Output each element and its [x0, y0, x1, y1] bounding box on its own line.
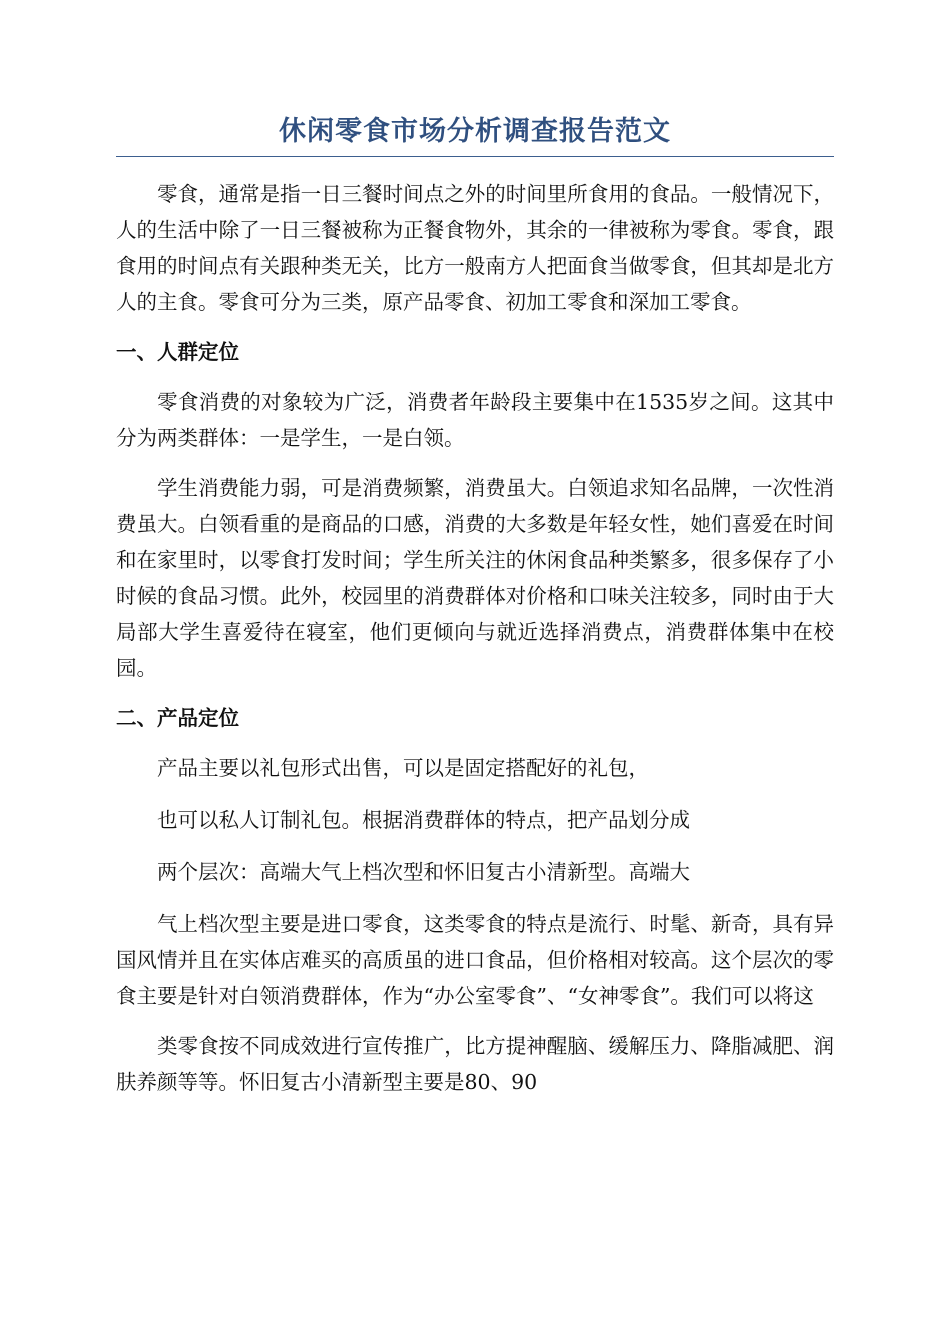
paragraph: 气上档次型主要是进口零食，这类零食的特点是流行、时髦、新奇，具有异国风情并且在实体店难买的高质虽的进口食品，但价格相对较高。这个层次的零食主要是针对白领消费群体，作为“办公室零食”、“女神零食”。我们可以将这 [116, 912, 834, 1008]
paragraph: 类零食按不同成效进行宣传推广，比方提神醒脑、缓解压力、降脂减肥、润肤养颜等等。怀旧复古小清新型主要是80、90 [116, 1034, 834, 1094]
document-title: 休闲零食市场分析调查报告范文 [279, 116, 671, 147]
paragraph: 产品主要以礼包形式出售，可以是固定搭配好的礼包， [157, 756, 649, 780]
paragraph: 学生消费能力弱，可是消费频繁，消费虽大。白领追求知名品牌，一次性消费虽大。白领看重的是商品的口感，消费的大多数是年轻女性，她们喜爱在时间和在家里时，以零食打发时间；学生所关注的休闲食品种类繁多，很多保存了小时候的食品习惯。此外，校园里的消费群体对价格和口味关注较多，同时由于大局部大学生喜爱待在寝室，他们更倾向与就近选择消费点，消费群体集中在校园。 [116, 476, 834, 680]
document-body [116, 176, 834, 1114]
section-heading-audience: 一、人群定位 [116, 340, 239, 364]
title-block [116, 112, 834, 157]
intro-paragraph: 零食，通常是指一日三餐时间点之外的时间里所食用的食品。一般情况下，人的生活中除了一日三餐被称为正餐食物外，其余的一律被称为零食。零食，跟食用的时间点有关跟种类无关，比方一般南方人把面食当做零食，但其却是北方人的主食。零食可分为三类，原产品零食、初加工零食和深加工零食。 [116, 182, 834, 314]
paragraph: 也可以私人订制礼包。根据消费群体的特点，把产品划分成 [157, 808, 690, 832]
paragraph: 零食消费的对象较为广泛，消费者年龄段主要集中在1535岁之间。这其中分为两类群体：一是学生，一是白领。 [116, 390, 834, 450]
section-heading-product: 二、产品定位 [116, 706, 239, 730]
paragraph: 两个层次：高端大气上档次型和怀旧复古小清新型。高端大 [157, 860, 690, 884]
